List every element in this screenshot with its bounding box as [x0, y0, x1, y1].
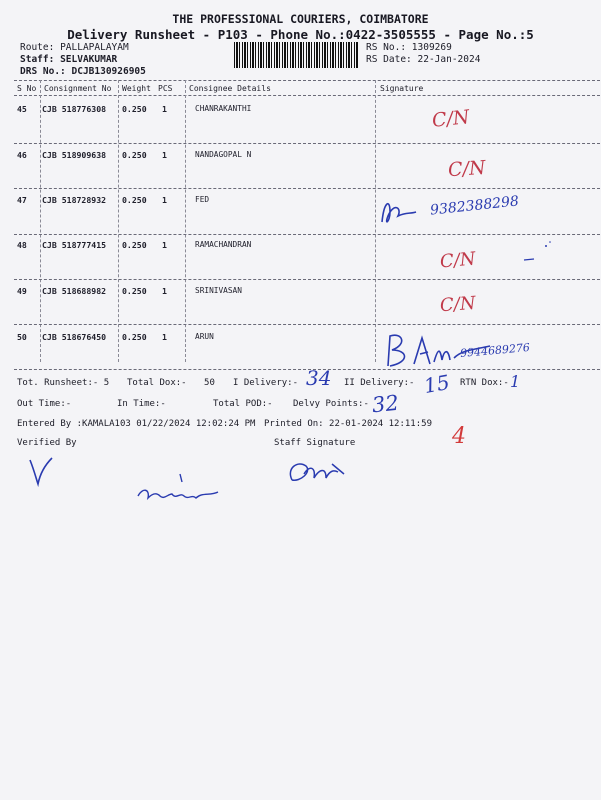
- rs-date-label: RS Date:: [366, 54, 412, 65]
- rs-date-line: [366, 54, 480, 65]
- row-consignee: RAMACHANDRAN: [195, 240, 252, 249]
- drs-value: DCJB130926905: [71, 66, 146, 77]
- barcode: [234, 42, 358, 68]
- staff-label: Staff:: [20, 54, 55, 65]
- row-consignment: CJB 518676450: [42, 332, 107, 342]
- row-pcs: 1: [162, 104, 167, 114]
- col-divider: [185, 80, 186, 362]
- handwritten-signature: C/N: [447, 156, 487, 182]
- staff-value: SELVAKUMAR: [60, 54, 118, 65]
- col-header-pcs: PCS: [158, 84, 173, 93]
- handwritten-signature: C/N: [439, 292, 477, 317]
- delvy-points-label: Delvy Points:-: [293, 399, 369, 409]
- row-consignee: SRINIVASAN: [195, 286, 242, 295]
- row-sno: 47: [17, 195, 27, 205]
- signature-scribble: [376, 192, 422, 232]
- row-consignee: FED: [195, 195, 210, 204]
- total-runsheet-label: Tot. Runsheet:-: [17, 378, 99, 388]
- row-consignment: CJB 518728932: [42, 195, 107, 205]
- row-sno: 48: [17, 240, 27, 250]
- rtn-dox-handwritten: 1: [510, 372, 521, 391]
- row-weight: 0.250: [122, 240, 147, 250]
- total-dox-label: Total Dox:-: [127, 378, 187, 388]
- drs-line: [20, 66, 146, 77]
- row-weight: 0.250: [122, 286, 147, 296]
- handwritten-signature: C/N: [439, 248, 477, 273]
- total-runsheet: [17, 378, 109, 388]
- table-header-rule: [14, 95, 600, 96]
- route-value: PALLAPALAYAM: [60, 42, 129, 53]
- row-rule: [14, 234, 600, 235]
- printed-on: [264, 419, 432, 429]
- col-header-signature: Signature: [380, 84, 424, 93]
- route-label: Route:: [20, 42, 55, 53]
- staff-signature-label: Staff Signature: [274, 438, 356, 448]
- handwritten-signature: C/N: [430, 106, 471, 132]
- col-header-sno: S No: [17, 84, 37, 93]
- rs-date-value: 22-Jan-2024: [417, 54, 481, 65]
- row-rule: [14, 279, 600, 280]
- total-dox-value: 50: [204, 378, 215, 388]
- out-time-label: Out Time:-: [17, 399, 72, 409]
- ink-marks: [520, 238, 560, 268]
- col-divider: [40, 80, 41, 362]
- row-consignee: CHANRAKANTHI: [195, 104, 252, 113]
- total-dox: [127, 378, 215, 388]
- verified-by-label: Verified By: [17, 438, 77, 448]
- total-pod-label: Total POD:-: [213, 399, 273, 409]
- in-time-label: In Time:-: [117, 399, 166, 409]
- row-rule: [14, 143, 600, 144]
- printed-on-value: 22-01-2024 12:11:59: [329, 419, 432, 429]
- col-header-consignment: Consignment No: [44, 84, 112, 93]
- row-consignment: CJB 518777415: [42, 240, 107, 250]
- drs-label: DRS No.:: [20, 66, 66, 77]
- row-sno: 50: [17, 332, 27, 342]
- row-pcs: 1: [162, 286, 167, 296]
- entered-by: [17, 419, 255, 429]
- entered-by-label: Entered By :: [17, 419, 83, 429]
- company-title: THE PROFESSIONAL COURIERS, COIMBATORE: [172, 12, 429, 26]
- col-header-weight: Weight: [122, 84, 151, 93]
- runsheet-subtitle: Delivery Runsheet - P103 - Phone No.:0422-3505555 - Page No.:5: [67, 27, 534, 42]
- row-pcs: 1: [162, 195, 167, 205]
- verifier-signature: [26, 454, 56, 488]
- handwritten-phone: 9382388298: [429, 193, 520, 219]
- entered-by-value: KAMALA103 01/22/2024 12:02:24 PM: [82, 419, 256, 429]
- ii-delivery-label: II Delivery:-: [344, 378, 415, 388]
- rs-no-label: RS No.:: [366, 42, 407, 53]
- printed-on-label: Printed On:: [264, 419, 324, 429]
- row-consignment: CJB 518688982: [42, 286, 107, 296]
- total-runsheet-value: 5: [103, 378, 110, 388]
- row-weight: 0.250: [122, 104, 147, 114]
- row-sno: 45: [17, 104, 27, 114]
- route-line: [20, 42, 129, 53]
- row-pcs: 1: [162, 332, 167, 342]
- rs-no-value: 1309269: [411, 42, 452, 53]
- margin-handwritten-mark: 4: [452, 424, 466, 449]
- row-consignment: CJB 518909638: [42, 150, 107, 160]
- row-consignee: NANDAGOPAL N: [195, 150, 252, 159]
- row-pcs: 1: [162, 240, 167, 250]
- row-rule: [14, 188, 600, 189]
- delvy-points-handwritten: 32: [370, 390, 400, 418]
- row-weight: 0.250: [122, 332, 147, 342]
- i-delivery-label: I Delivery:-: [233, 378, 299, 388]
- row-rule: [14, 324, 600, 325]
- rtn-dox-label: RTN Dox:-: [460, 378, 509, 388]
- table-top-rule: [14, 80, 600, 81]
- row-weight: 0.250: [122, 195, 147, 205]
- row-consignee: ARUN: [195, 332, 214, 341]
- row-sno: 49: [17, 286, 27, 296]
- col-header-consignee: Consignee Details: [189, 84, 271, 93]
- row-sno: 46: [17, 150, 27, 160]
- staff-line: [20, 54, 117, 65]
- row-consignment: CJB 518776308: [42, 104, 107, 114]
- col-divider: [118, 80, 119, 362]
- verifier-signature: [130, 470, 226, 510]
- row-weight: 0.250: [122, 150, 147, 160]
- ii-delivery-handwritten: 15: [422, 369, 452, 399]
- row-pcs: 1: [162, 150, 167, 160]
- staff-signature: [282, 450, 352, 490]
- rs-no-line: [366, 42, 452, 53]
- i-delivery-handwritten: 34: [306, 366, 332, 390]
- handwritten-phone: 9944689276: [459, 340, 531, 361]
